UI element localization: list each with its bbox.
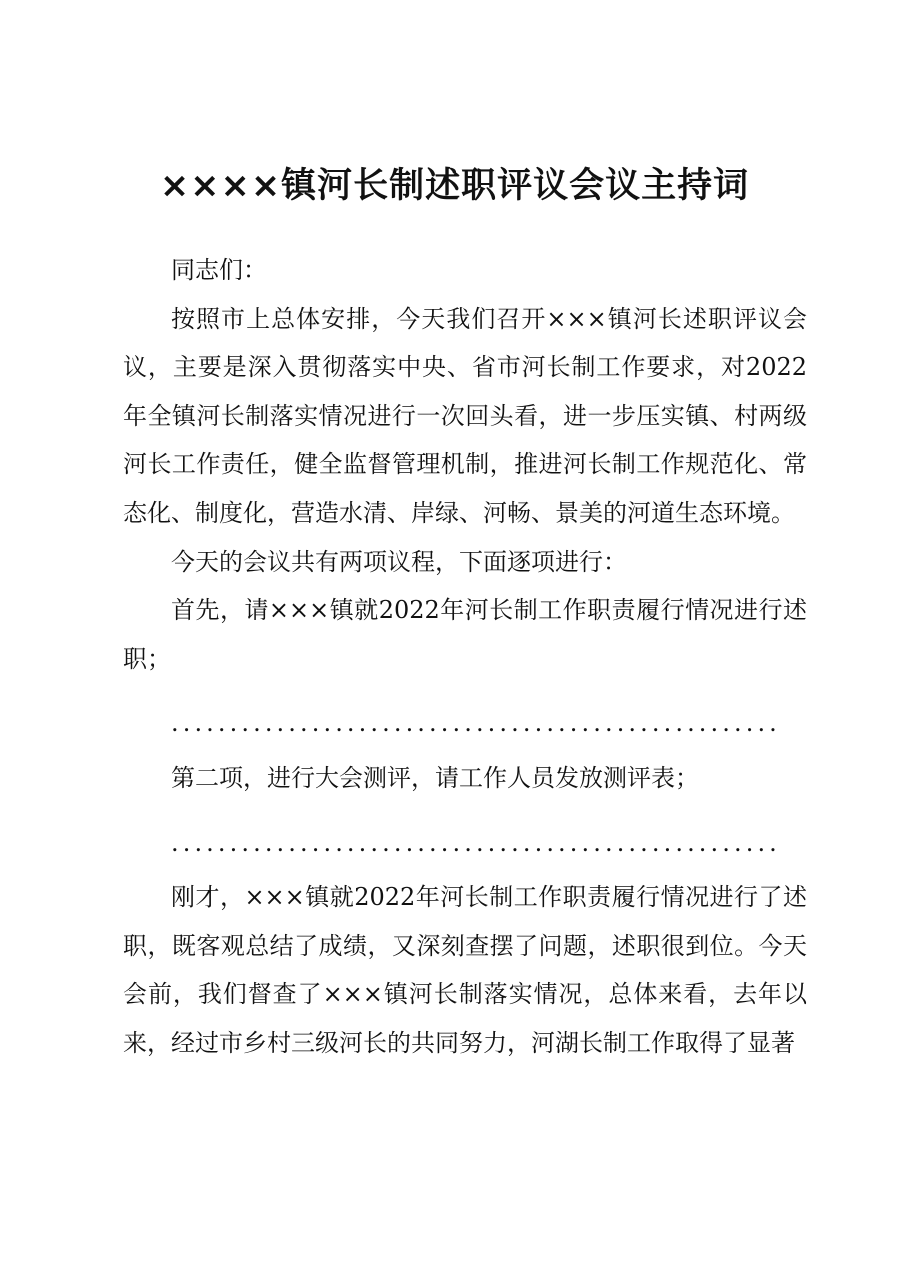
paragraph-intro: 按照市上总体安排，今天我们召开×××镇河长述职评议会议，主要是深入贯彻落实中央、省市河长制工作要求，对2022年全镇河长制落实情况进行一次回头看，进一步压实镇、村两级河长工作责任，健全监督管理机制，推进河长制工作规范化、常态化、制度化，营造水清、岸绿、河畅、景美的河道生态环境。 xyxy=(123,304,807,527)
salutation: 同志们： xyxy=(171,256,267,284)
paragraph-agenda: 今天的会议共有两项议程，下面逐项进行： xyxy=(171,547,627,576)
paragraph-item-one: 首先，请×××镇就2022年河长制工作职责履行情况进行述职； xyxy=(123,596,807,673)
document-body xyxy=(123,246,807,1068)
paragraph-summary: 刚才，×××镇就2022年河长制工作职责履行情况进行了述职，既客观总结了成绩，又深刻查摆了问题，述职很到位。今天会前，我们督查了×××镇河长制落实情况，总体来看，去年以来，经过市乡村三级河长的共同努力，河湖长制工作取得了显著 xyxy=(123,883,807,1057)
document-title: ××××镇河长制述职评议会议主持词 xyxy=(159,166,750,206)
ellipsis-line-two: .................................................... xyxy=(171,828,781,857)
paragraph-item-two: 第二项，进行大会测评，请工作人员发放测评表； xyxy=(171,763,699,792)
ellipsis-line-one: .................................................... xyxy=(171,709,781,738)
